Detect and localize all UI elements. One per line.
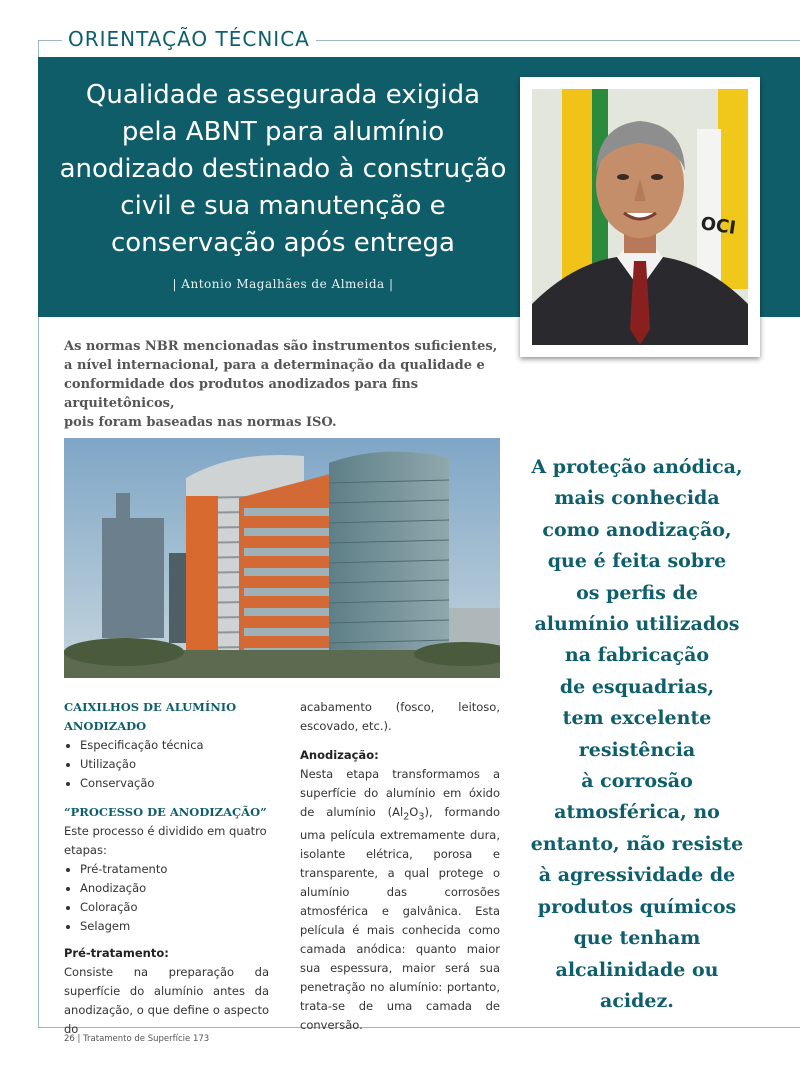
paragraph: Este processo é dividido em quatro etapas:	[64, 824, 267, 857]
pullquote-line: na fabricação	[564, 644, 710, 667]
list-item: • Utilização	[80, 755, 269, 774]
pullquote-line: resistência	[578, 738, 696, 761]
pullquote-line: que é feita sobre	[547, 550, 727, 573]
article-headline	[58, 77, 508, 262]
page-footer: 26 | Tratamento de Superfície 173	[64, 1034, 210, 1044]
subheading	[64, 698, 269, 736]
paragraph-text: Nesta etapa transformamos a superfície do alumínio em óxido de alumínio (Al	[300, 767, 500, 819]
headline-line: anodizado destinado à construção	[59, 154, 507, 184]
subheading-line: CAIXILHOS DE ALUMÍNIO	[64, 700, 237, 714]
pullquote-line: acidez.	[600, 989, 674, 1012]
headline-line: conservação após entrega	[110, 228, 455, 258]
building-photo	[64, 438, 500, 678]
building-illustration	[64, 438, 500, 678]
pullquote-line: produtos químicos	[537, 895, 737, 918]
formula-text: O	[409, 805, 419, 819]
stage-list	[64, 860, 269, 936]
topic-list	[64, 736, 269, 793]
author-photo	[532, 89, 748, 345]
paragraph: Consiste na preparação da superfície do alumínio antes da anodização, o que define o aspecto do	[64, 965, 269, 1036]
subheading: “PROCESSO DE ANODIZAÇÃO”	[64, 805, 267, 819]
paragraph-text: ), formando uma película extremamente dura, isolante elétrica, porosa e transparente, a qual protege o alumínio das corrosões atmosférica e galvânica. Esta película é mais conhecida como camada anódica: quanto maior sua espessura, maior será sua penetração no alumínio: portanto, trata-se de uma camada de conversão.	[300, 805, 500, 1033]
pullquote-line: à corrosão	[581, 770, 693, 793]
lead-line: conformidade dos produtos anodizados para fins arquitetônicos,	[64, 377, 419, 411]
headline-line: civil e sua manutenção e	[120, 191, 446, 221]
headline-line: Qualidade assegurada exigida	[85, 80, 481, 110]
paragraph: acabamento (fosco, leitoso, escovado, etc.).	[300, 700, 500, 733]
list-item: • Pré-tratamento	[80, 860, 269, 879]
author-photo-frame	[520, 77, 760, 357]
subheading-line: ANODIZADO	[64, 719, 147, 733]
pullquote-line: que tenham	[573, 927, 701, 950]
pull-quote	[526, 452, 748, 1017]
author-byline: | Antonio Magalhães de Almeida |	[172, 277, 394, 291]
paragraph	[300, 765, 500, 1035]
pullquote-line: mais conhecida	[554, 487, 720, 510]
pullquote-line: A proteção anódica,	[531, 456, 743, 478]
lead-line: a nível internacional, para a determinação da qualidade e	[64, 358, 485, 373]
pullquote-line: atmosférica, no	[554, 801, 720, 824]
section-label: ORIENTAÇÃO TÉCNICA	[62, 27, 316, 51]
pullquote-line: alumínio utilizados	[534, 613, 740, 636]
pullquote-line: os perfis de	[576, 581, 698, 604]
list-item: • Coloração	[80, 898, 269, 917]
lead-line: As normas NBR mencionadas são instrumentos suficientes,	[64, 339, 498, 354]
body-column-left	[64, 698, 269, 1039]
subheading: Anodização:	[300, 748, 379, 762]
pullquote-line: à agressividade de	[538, 864, 736, 887]
pullquote-line: como anodização,	[542, 518, 732, 541]
list-item: • Conservação	[80, 774, 269, 793]
subheading: Pré-tratamento:	[64, 946, 169, 960]
pullquote-line: tem excelente	[562, 707, 712, 730]
list-item: • Especificação técnica	[80, 736, 269, 755]
pullquote-line: entanto, não resiste	[530, 832, 744, 855]
lead-line: pois foram baseadas nas normas ISO.	[64, 415, 337, 430]
subscript: 3	[418, 811, 425, 823]
headline-line: pela ABNT para alumínio	[121, 117, 445, 147]
body-column-right	[300, 698, 500, 1035]
svg-text:OCI: OCI	[699, 213, 738, 239]
list-item: • Anodização	[80, 879, 269, 898]
article-lead	[64, 337, 514, 432]
pullquote-line: alcalinidade ou	[555, 958, 719, 981]
pullquote-line: de esquadrias,	[559, 675, 715, 698]
list-item: • Selagem	[80, 917, 269, 936]
subscript: 2	[403, 811, 410, 823]
portrait-illustration	[532, 89, 748, 345]
